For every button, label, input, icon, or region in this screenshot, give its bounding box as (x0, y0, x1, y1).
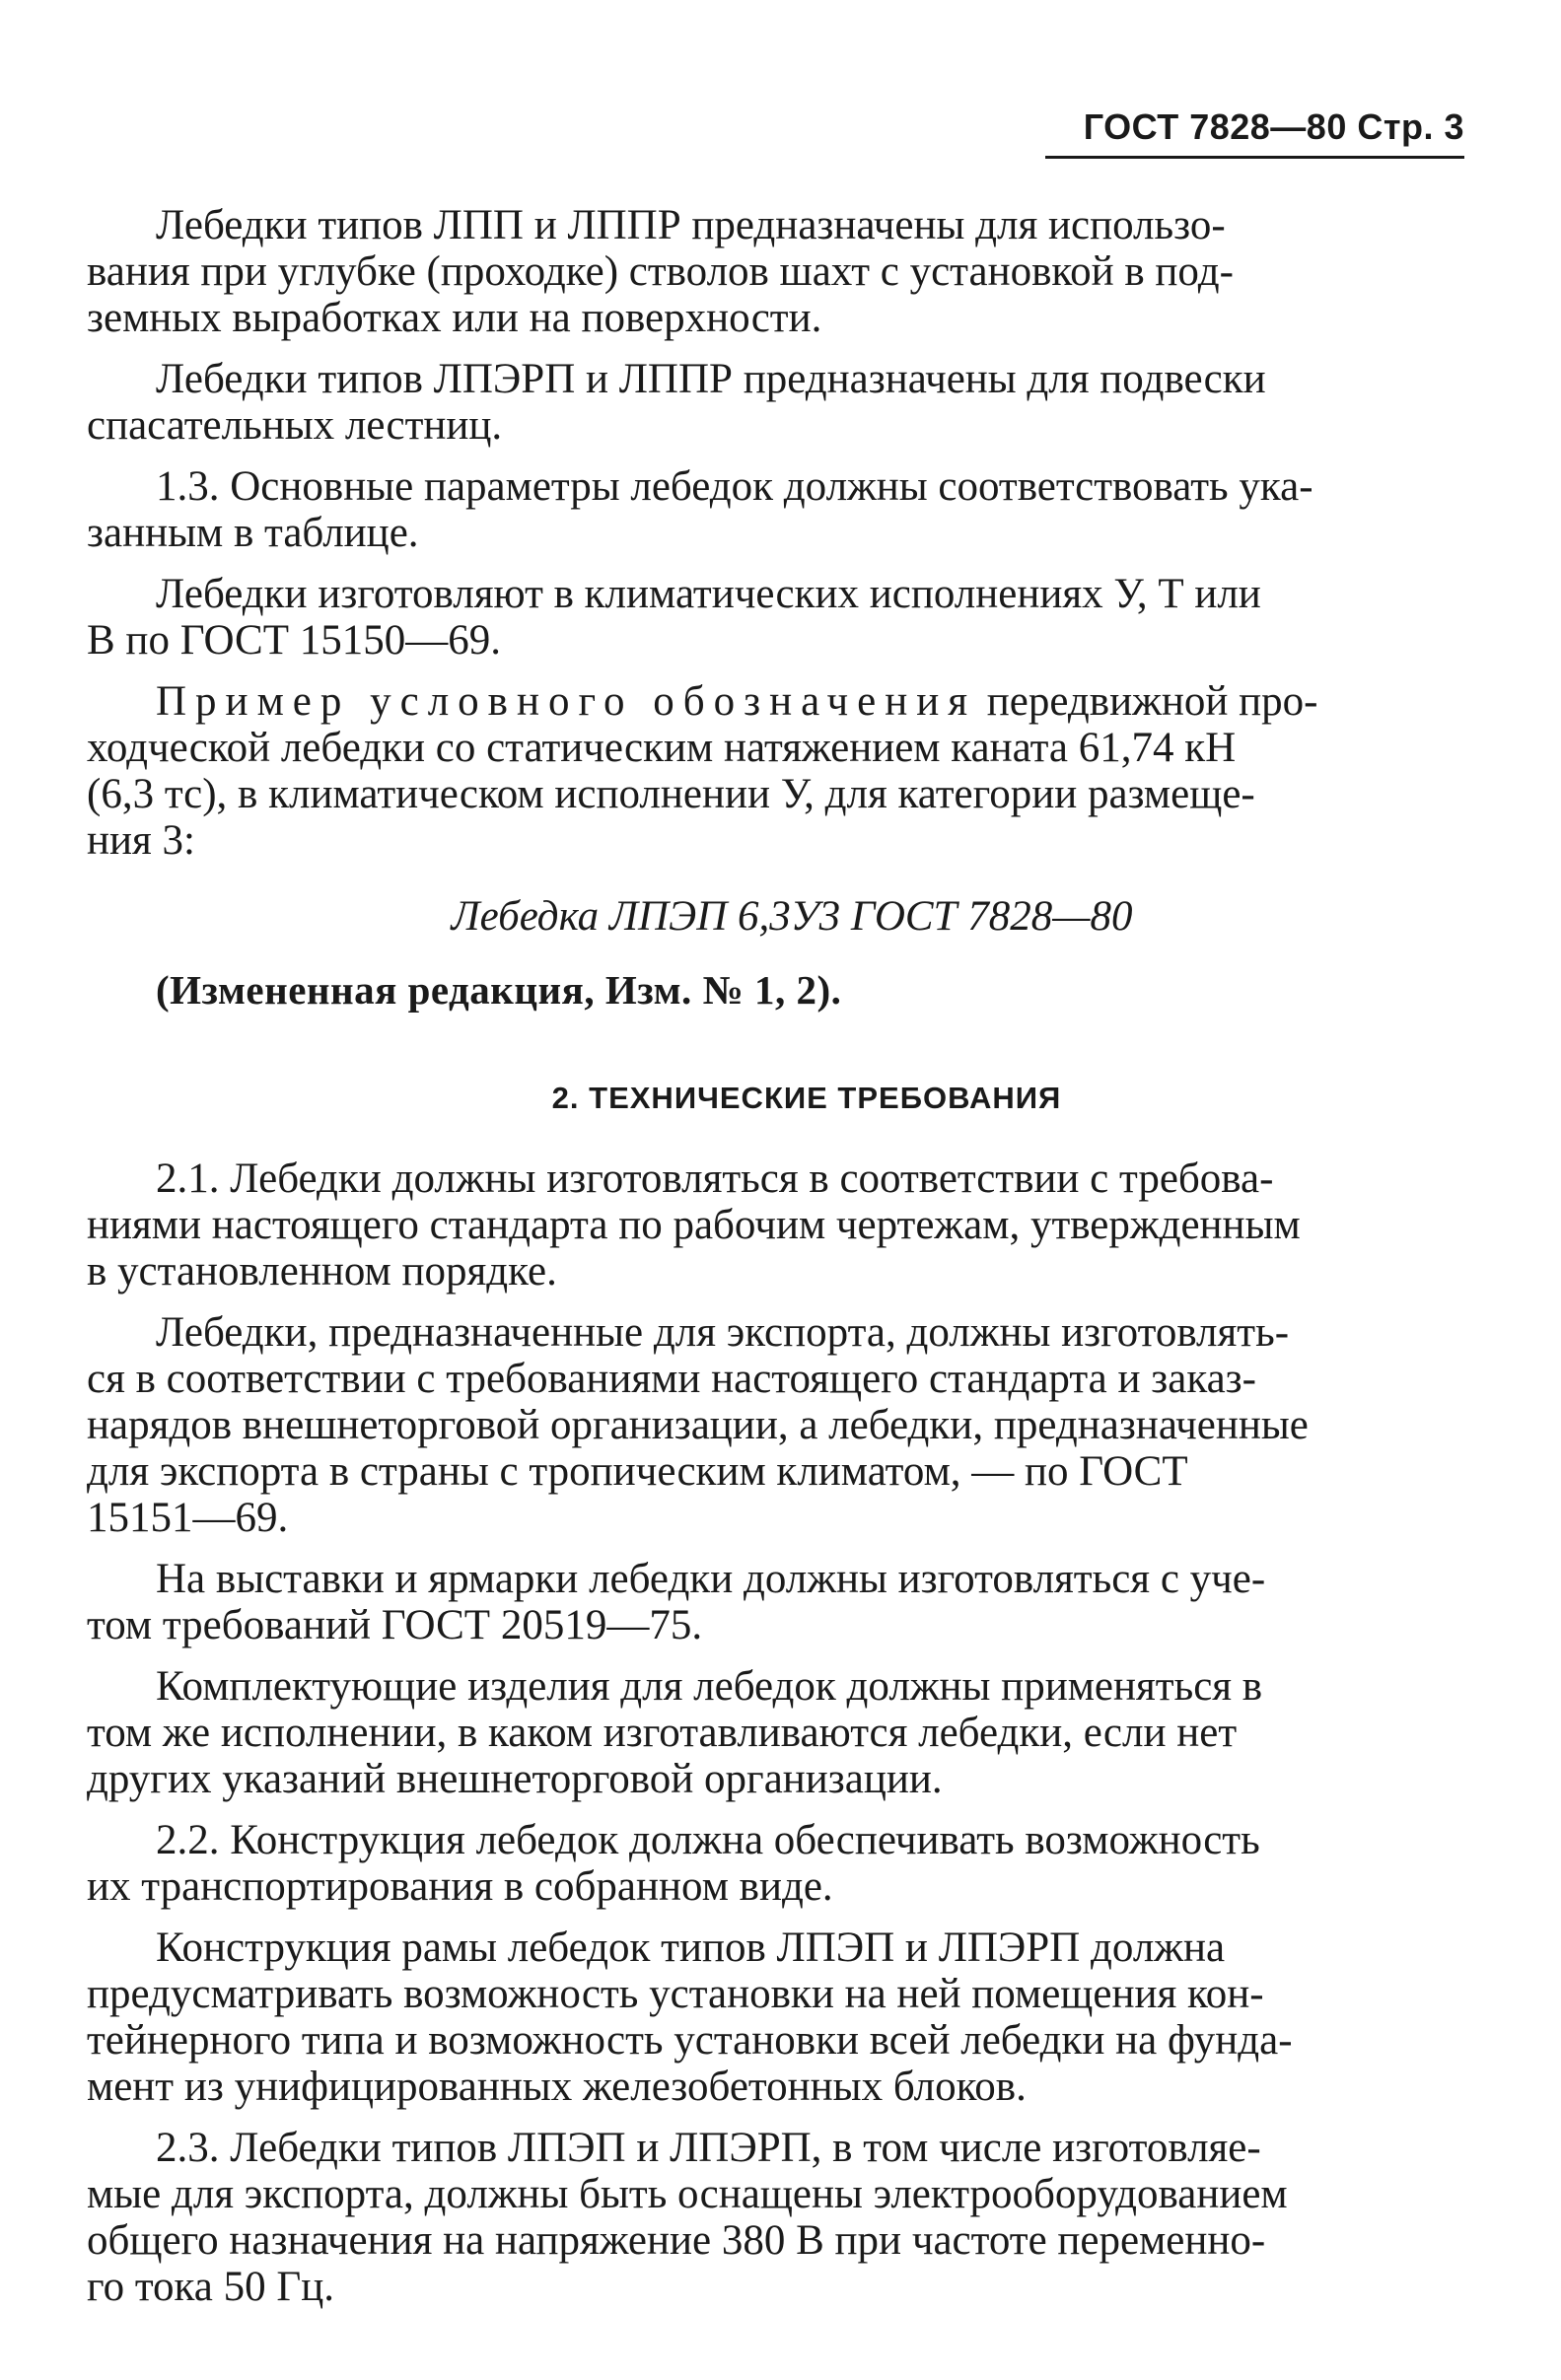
page-header (1045, 106, 1464, 156)
example-rest: передвижной про- ходческой лебедки со статическим натяжением каната 61,74 кН (6,3 тс), в климатическом исполнении У, для категории размеще- ния 3: (87, 678, 1318, 864)
paragraph: 2.2. Конструкция лебедок должна обеспечивать возможность их транспортирования в собранном виде. (87, 1817, 1260, 1910)
example-paragraph (87, 678, 1467, 864)
designation-example: Лебедка ЛПЭП 6,3У3 ГОСТ 7828—80 (451, 893, 1133, 940)
example-lead: Пример условного обозначения (156, 678, 977, 725)
paragraph: Лебедки изготовляют в климатических исполнениях У, Т или В по ГОСТ 15150—69. (87, 571, 1261, 664)
paragraph: Лебедки типов ЛПЭРП и ЛППР предназначены для подвески спасательных лестниц. (87, 356, 1266, 449)
section-title: 2. ТЕХНИЧЕСКИЕ ТРЕБОВАНИЯ (551, 1081, 1062, 1115)
document-body (87, 202, 1467, 2325)
paragraph: Лебедки, предназначенные для экспорта, должны изготовлять- ся в соответствии с требованиями настоящего стандарта и заказ- нарядов внешнеторговой организации, а лебедки, предназначенные для экспорта в страны с тропическим климатом, — по ГОСТ 15151—69. (87, 1309, 1309, 1541)
amendment-note: (Измененная редакция, Изм. № 1, 2). (156, 967, 842, 1013)
page-header-text: ГОСТ 7828—80 Стр. 3 (1083, 106, 1464, 147)
paragraph: Лебедки типов ЛПП и ЛППР предназначены для использо- вания при углубке (проходке) стволов шахт с установкой в под- земных выработках или на поверхности. (87, 202, 1234, 341)
paragraph: Комплектующие изделия для лебедок должны применяться в том же исполнении, в каком изготавливаются лебедки, если нет других указаний внешнеторговой организации. (87, 1663, 1263, 1802)
paragraph: 2.3. Лебедки типов ЛПЭП и ЛПЭРП, в том числе изготовляе- мые для экспорта, должны быть оснащены электрооборудованием общего назначения на напряжение 380 В при частоте переменно- го тока 50 Гц. (87, 2125, 1288, 2310)
paragraph: На выставки и ярмарки лебедки должны изготовляться с уче- том требований ГОСТ 20519—75. (87, 1556, 1266, 1648)
paragraph: 2.1. Лебедки должны изготовляться в соответствии с требова- ниями настоящего стандарта по рабочим чертежам, утвержденным в установленном порядке. (87, 1155, 1301, 1295)
paragraph: Конструкция рамы лебедок типов ЛПЭП и ЛПЭРП должна предусматривать возможность установки на ней помещения кон- тейнерного типа и возможность установки всей лебедки на фунда- мент из унифицированных железобетонных блоков. (87, 1925, 1293, 2110)
header-rule (1045, 156, 1464, 159)
paragraph: 1.3. Основные параметры лебедок должны соответствовать ука- занным в таблице. (87, 463, 1313, 556)
